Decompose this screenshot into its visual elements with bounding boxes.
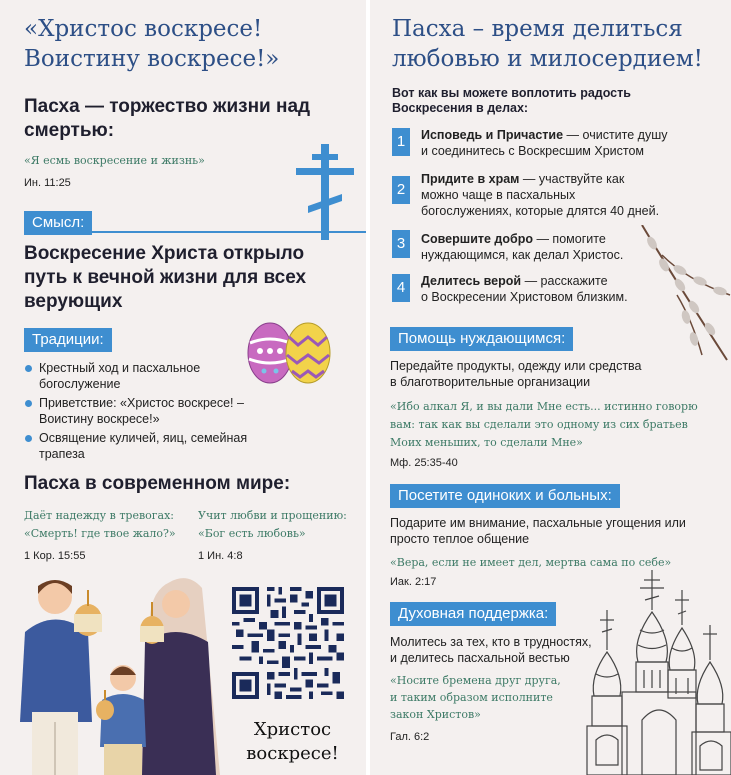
visit-banner: Посетите одиноких и больных:	[390, 484, 620, 508]
step-desc-line2: и соединитесь с Воскресшим Христом	[421, 144, 645, 158]
greeting-line1: Христос	[253, 719, 332, 740]
love-title: Учит любви и прощению:	[198, 509, 347, 522]
spirit-quote-line2: и таким образом исполните	[390, 691, 553, 704]
intro-text	[392, 86, 631, 116]
intro-line2: Воскресения в делах:	[392, 101, 529, 115]
spirit-quote-line1: «Носите бремена друг друга,	[390, 674, 561, 687]
right-panel	[370, 0, 731, 775]
visit-ref: Иак. 2:17	[390, 576, 437, 588]
church-domes-icon	[582, 570, 731, 775]
spirit-line2: и делитесь пасхальной вестью	[390, 651, 570, 665]
spirit-line1: Молитесь за тех, кто в трудностях,	[390, 635, 592, 649]
step-title: Исповедь и Причастие	[421, 128, 564, 142]
visit-text	[390, 515, 686, 547]
step-desc: — расскажите	[521, 274, 608, 288]
spirit-quote-line3: закон Христов»	[390, 708, 481, 721]
intro-line1: Вот как вы можете воплотить радость	[392, 86, 631, 100]
greeting-text	[230, 718, 355, 766]
victory-heading	[24, 95, 310, 143]
family-illustration-icon	[20, 572, 240, 775]
tradition-item: Приветствие: «Христос воскресе! – Воистину воскресе!»	[24, 395, 254, 427]
main-title-line2: Воистину воскресе!»	[24, 46, 280, 72]
step-number: 4	[392, 274, 410, 302]
help-quote-line3: Моих меньших, то сделали Мне»	[390, 436, 583, 449]
step-number: 1	[392, 128, 410, 156]
step-text	[421, 127, 691, 159]
meaning-banner: Смысл:	[24, 211, 92, 235]
willow-branch-icon	[632, 225, 731, 365]
help-quote-line2: вам: так как вы сделали это одному из сих братьев	[390, 418, 688, 431]
step-text	[421, 171, 711, 219]
step-desc: — помогите	[532, 232, 606, 246]
visit-line2: просто теплое общение	[390, 532, 530, 546]
visit-line1: Подарите им внимание, пасхальные угощения или	[390, 516, 686, 530]
step-title: Придите в храм	[421, 172, 520, 186]
spirit-text	[390, 634, 592, 666]
hope-quote: «Смерть! где твое жало?»	[24, 527, 176, 540]
step-desc: — очистите душу	[563, 128, 668, 142]
help-line1: Передайте продукты, одежду или средства	[390, 359, 642, 373]
step-number: 2	[392, 176, 410, 204]
meaning-line2: путь к вечной жизни для всех	[24, 267, 307, 288]
main-title	[24, 14, 279, 74]
love-ref: 1 Ин. 4:8	[198, 550, 243, 562]
help-text	[390, 358, 642, 390]
tradition-item: Освящение куличей, яиц, семейная трапеза	[24, 430, 254, 462]
hope-title: Даёт надежду в тревогах:	[24, 509, 174, 522]
right-title-line1: Пасха – время делиться	[392, 16, 683, 42]
meaning-text	[24, 242, 306, 314]
victory-heading-line1: Пасха — торжество жизни над	[24, 96, 311, 117]
hope-ref: 1 Кор. 15:55	[24, 550, 86, 562]
meaning-line1: Воскресение Христа открыло	[24, 243, 305, 264]
step-desc-line2: о Воскресении Христовом близким.	[421, 290, 628, 304]
john-quote: «Я есмь воскресение и жизнь»	[24, 154, 205, 167]
victory-heading-line2: смертью:	[24, 120, 115, 141]
visit-quote: «Вера, если не имеет дел, мертва сама по себе»	[390, 556, 672, 569]
greeting-line2: воскресе!	[246, 743, 339, 764]
step-title: Делитесь верой	[421, 274, 522, 288]
help-ref: Мф. 25:35-40	[390, 457, 458, 469]
john-ref: Ин. 11:25	[24, 177, 71, 189]
meaning-line3: верующих	[24, 291, 123, 312]
modern-heading: Пасха в современном мире:	[24, 473, 291, 494]
step-desc: — участвуйте как	[519, 172, 625, 186]
help-quote	[390, 398, 698, 452]
help-banner: Помощь нуждающимся:	[390, 327, 573, 351]
step-title: Совершите добро	[421, 232, 533, 246]
main-title-line1: «Христос воскресе!	[24, 16, 263, 42]
orthodox-cross-icon	[290, 144, 360, 240]
easter-eggs-icon	[244, 315, 336, 389]
love-quote: «Бог есть любовь»	[198, 527, 306, 540]
spirit-quote	[390, 672, 561, 723]
spirit-ref: Гал. 6:2	[390, 731, 430, 743]
tradition-item: Крестный ход и пасхальное богослужение	[24, 360, 254, 392]
step-desc-line3: богослужениях, которые длятся 40 дней.	[421, 204, 660, 218]
spirit-banner: Духовная поддержка:	[390, 602, 556, 626]
qr-code-icon	[232, 587, 344, 699]
step-desc-line2: нуждающимся, как делал Христос.	[421, 248, 624, 262]
traditions-list	[24, 360, 254, 465]
help-quote-line1: «Ибо алкал Я, и вы дали Мне есть... истинно говорю	[390, 400, 698, 413]
traditions-banner: Традиции:	[24, 328, 112, 352]
step-desc-line2: можно чаще в пасхальных	[421, 188, 576, 202]
help-line2: в благотворительные организации	[390, 375, 591, 389]
step-number: 3	[392, 230, 410, 258]
right-title	[392, 14, 703, 74]
right-title-line2: любовью и милосердием!	[392, 46, 703, 72]
